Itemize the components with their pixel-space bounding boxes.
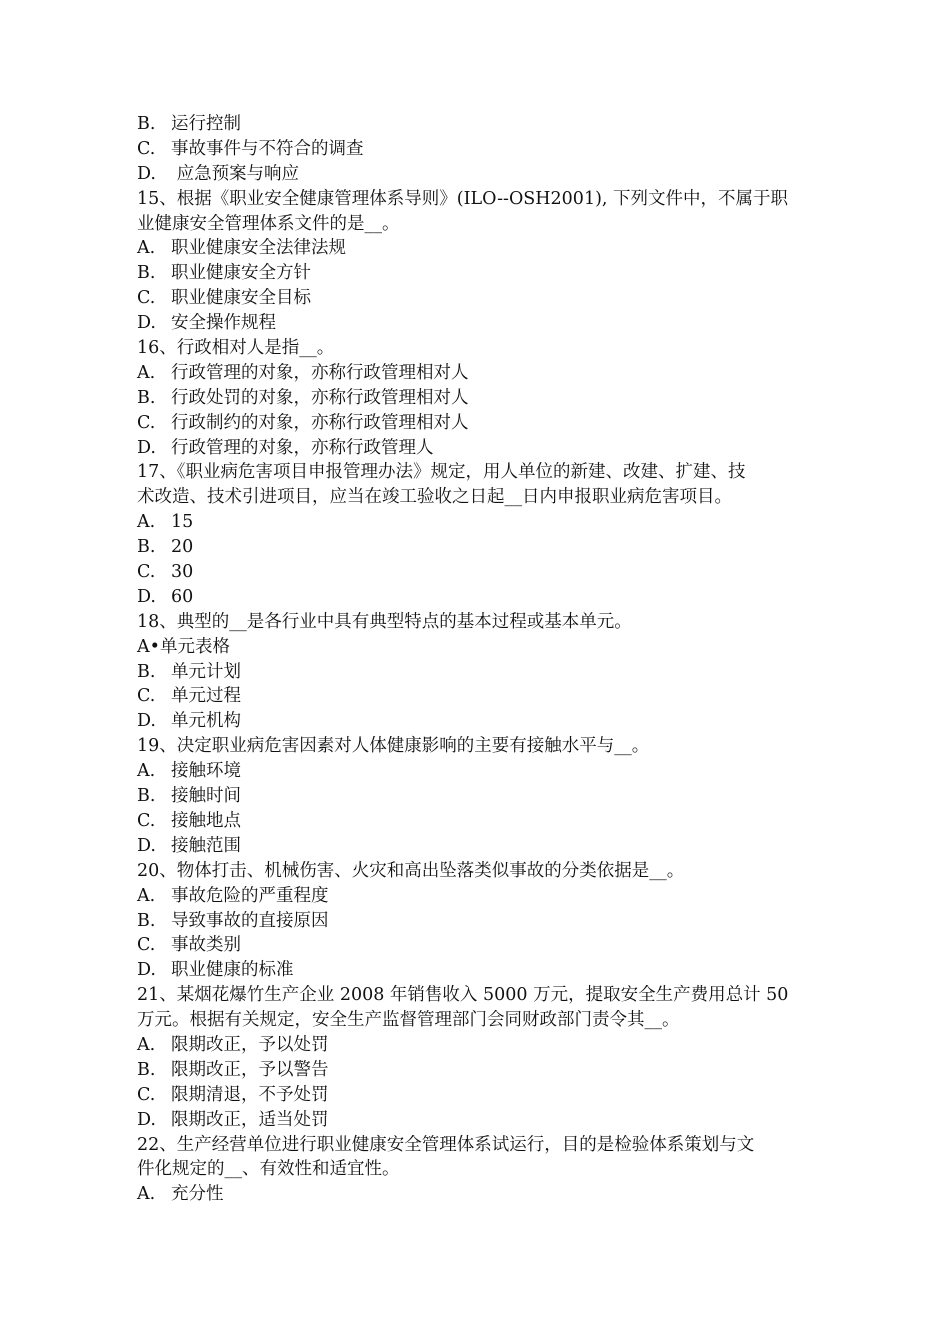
answer-option: [137, 809, 817, 834]
option-letter: B.: [137, 263, 156, 284]
answer-option: [137, 1083, 817, 1108]
question-line: [137, 1008, 817, 1033]
answer-option: [137, 884, 817, 909]
question-text: 21、某烟花爆竹生产企业 2008 年销售收入 5000 万元，提取安全生产费用总计 50: [137, 985, 789, 1006]
option-text: 行政管理的对象，亦称行政管理相对人: [171, 362, 469, 383]
option-text: 30: [171, 562, 194, 583]
option-text: 20: [171, 537, 194, 558]
option-letter: D.: [137, 960, 156, 981]
answer-option: [137, 1182, 817, 1207]
option-text: 接触时间: [171, 786, 241, 807]
option-letter: B.: [137, 910, 156, 931]
question-line: [137, 734, 817, 759]
option-letter: A.: [137, 238, 156, 259]
answer-option: [137, 560, 817, 585]
option-text: 限期改正，予以警告: [171, 1059, 329, 1080]
option-text: 接触地点: [171, 810, 241, 831]
question-text: A•单元表格: [137, 636, 230, 657]
option-letter: C.: [137, 686, 156, 707]
question-text: 件化规定的__、有效性和适宜性。: [137, 1159, 400, 1180]
option-letter: C.: [137, 138, 156, 159]
question-text: 22、生产经营单位进行职业健康安全管理体系试运行，目的是检验体系策划与文: [137, 1134, 755, 1155]
question-line: [137, 635, 817, 660]
answer-option: [137, 909, 817, 934]
option-text: 单元过程: [171, 686, 241, 707]
option-letter: A.: [137, 885, 156, 906]
question-line: [137, 859, 817, 884]
question-text: 16、行政相对人是指__。: [137, 338, 335, 359]
option-text: 限期改正，予以处罚: [171, 1034, 329, 1055]
answer-option: [137, 660, 817, 685]
answer-option: [137, 436, 817, 461]
option-text: 行政制约的对象，亦称行政管理相对人: [171, 412, 469, 433]
option-text: 单元计划: [171, 661, 241, 682]
answer-option: [137, 759, 817, 784]
option-letter: A.: [137, 1184, 156, 1205]
question-line: [137, 1157, 817, 1182]
option-text: 安全操作规程: [171, 313, 276, 334]
option-letter: C.: [137, 810, 156, 831]
option-letter: D.: [137, 711, 156, 732]
question-text: 15、根据《职业安全健康管理体系导则》(ILO--OSH2001), 下列文件中，不属于职: [137, 188, 789, 209]
answer-option: [137, 137, 817, 162]
answer-option: [137, 834, 817, 859]
option-letter: D.: [137, 163, 156, 184]
option-letter: D.: [137, 835, 156, 856]
option-text: 职业健康安全目标: [171, 288, 311, 309]
question-line: [137, 610, 817, 635]
question-line: [137, 983, 817, 1008]
answer-option: [137, 1033, 817, 1058]
question-text: 17、《职业病危害项目申报管理办法》规定，用人单位的新建、改建、扩建、技: [137, 462, 746, 483]
option-letter: A.: [137, 761, 156, 782]
option-letter: B.: [137, 1059, 156, 1080]
answer-option: [137, 1108, 817, 1133]
answer-option: [137, 958, 817, 983]
answer-option: [137, 784, 817, 809]
answer-option: [137, 112, 817, 137]
question-text: 术改造、技术引进项目，应当在竣工验收之日起__日内申报职业病危害项目。: [137, 487, 732, 508]
option-letter: B.: [137, 661, 156, 682]
document-body: [137, 112, 817, 1207]
option-letter: D.: [137, 1109, 156, 1130]
answer-option: [137, 585, 817, 610]
option-text: 职业健康安全法律法规: [171, 238, 346, 259]
question-text: 19、决定职业病危害因素对人体健康影响的主要有接触水平与__。: [137, 736, 650, 757]
answer-option: [137, 510, 817, 535]
option-text: 限期改正，适当处罚: [171, 1109, 329, 1130]
option-letter: C.: [137, 935, 156, 956]
answer-option: [137, 311, 817, 336]
option-text: 接触环境: [171, 761, 241, 782]
option-letter: A.: [137, 512, 156, 533]
option-letter: B.: [137, 387, 156, 408]
question-text: 万元。根据有关规定，安全生产监督管理部门会同财政部门责令其__。: [137, 1010, 680, 1031]
answer-option: [137, 386, 817, 411]
answer-option: [137, 361, 817, 386]
option-text: 15: [171, 512, 194, 533]
option-text: 充分性: [171, 1184, 224, 1205]
option-text: 职业健康安全方针: [171, 263, 311, 284]
option-letter: C.: [137, 1084, 156, 1105]
answer-option: [137, 684, 817, 709]
option-letter: D.: [137, 586, 156, 607]
option-text: 限期清退，不予处罚: [171, 1084, 329, 1105]
answer-option: [137, 933, 817, 958]
answer-option: [137, 261, 817, 286]
option-text: 运行控制: [171, 114, 241, 134]
question-line: [137, 460, 817, 485]
option-letter: C.: [137, 562, 156, 583]
question-text: 业健康安全管理体系文件的是__。: [137, 213, 400, 234]
option-letter: D.: [137, 313, 156, 334]
option-text: 单元机构: [171, 711, 241, 732]
answer-option: [137, 1058, 817, 1083]
option-text: 事故事件与不符合的调查: [171, 138, 364, 159]
option-letter: C.: [137, 288, 156, 309]
question-line: [137, 1133, 817, 1158]
answer-option: [137, 709, 817, 734]
option-text: 导致事故的直接原因: [171, 910, 329, 931]
answer-option: [137, 535, 817, 560]
answer-option: [137, 286, 817, 311]
option-text: 接触范围: [171, 835, 241, 856]
answer-option: [137, 411, 817, 436]
option-text: 行政处罚的对象，亦称行政管理相对人: [171, 387, 469, 408]
option-letter: B.: [137, 114, 156, 134]
option-letter: C.: [137, 412, 156, 433]
question-line: [137, 212, 817, 237]
answer-option: [137, 236, 817, 261]
option-text: 应急预案与响应: [171, 163, 300, 184]
option-letter: B.: [137, 786, 156, 807]
option-text: 职业健康的标准: [171, 960, 294, 981]
question-line: [137, 485, 817, 510]
question-text: 18、典型的__是各行业中具有典型特点的基本过程或基本单元。: [137, 611, 632, 632]
question-text: 20、物体打击、机械伤害、火灾和高出坠落类似事故的分类依据是__。: [137, 860, 685, 881]
option-text: 行政管理的对象，亦称行政管理人: [171, 437, 434, 458]
option-letter: A.: [137, 362, 156, 383]
question-line: [137, 187, 817, 212]
option-text: 事故危险的严重程度: [171, 885, 329, 906]
option-letter: A.: [137, 1034, 156, 1055]
question-line: [137, 336, 817, 361]
option-letter: B.: [137, 537, 156, 558]
answer-option: [137, 162, 817, 187]
option-text: 60: [171, 586, 194, 607]
option-text: 事故类别: [171, 935, 241, 956]
option-letter: D.: [137, 437, 156, 458]
